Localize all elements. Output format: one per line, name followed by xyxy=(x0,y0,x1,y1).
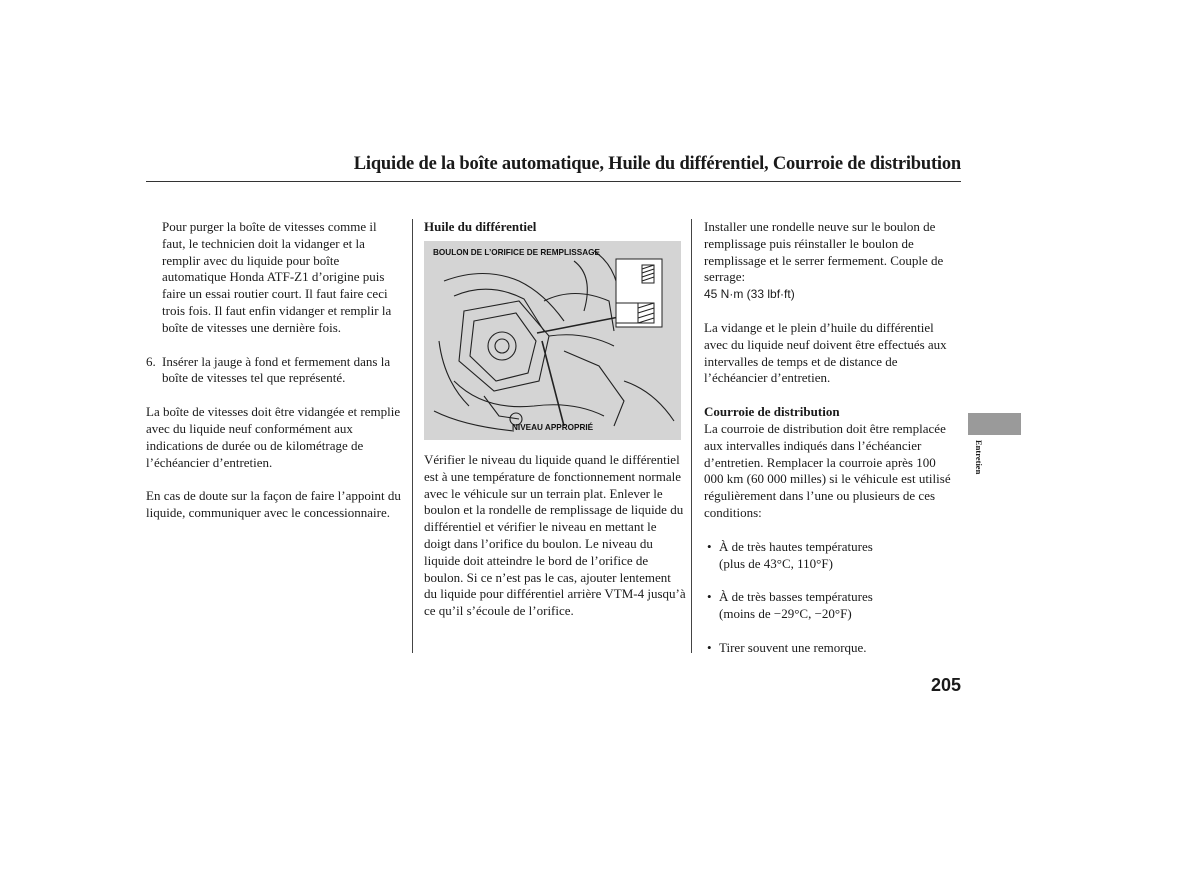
bullet-item xyxy=(704,640,958,657)
doubt-paragraph: En cas de doute sur la façon de faire l’appoint du liquide, communiquer avec le concessionnaire. xyxy=(146,488,401,521)
oil-change-paragraph: La vidange et le plein d’huile du différentiel avec du liquide neuf doivent être effectués aux intervalles de temps et de distance de l’échéancier d’entretien. xyxy=(704,319,947,386)
torque-value: 45 N·m (33 lbf·ft) xyxy=(704,287,795,302)
section-label: Entretien xyxy=(974,440,984,475)
column-middle-body xyxy=(424,452,686,620)
section-tab xyxy=(968,413,1021,435)
bullet-text: À de très basses températures (moins de −29°C, −20°F) xyxy=(719,589,873,622)
check-level-paragraph: Vérifier le niveau du liquide quand le différentiel est à une température de fonctionnement normale avec le véhicule sur un terrain plat. Enlever le boulon et la rondelle de remplissage de liquide du différentiel et vérifier le niveau en mettant le doigt dans l’orifice du boulon. Le niveau du liquide doit atteindre le bord de l’orifice de boulon. Si ce n’est pas le cas, ajouter lentement du liquide pour différentiel arrière VTM-4 jusqu’à ce qu’il s’écoule de l’orifice. xyxy=(424,452,686,619)
figure-label-bolt: BOULON DE L’ORIFICE DE REMPLISSAGE xyxy=(433,248,600,257)
page-title: Liquide de la boîte automatique, Huile du différentiel, Courroie de distribution xyxy=(353,154,961,174)
timing-belt-heading: Courroie de distribution xyxy=(704,404,840,420)
step-text: Insérer la jauge à fond et fermement dans la boîte de vitesses tel que représenté. xyxy=(162,353,391,386)
bullet-marker: • xyxy=(707,589,712,605)
bullet-item xyxy=(704,589,958,623)
differential-figure xyxy=(424,241,681,440)
bullet-text: Tirer souvent une remorque. xyxy=(719,639,867,655)
bullet-item xyxy=(704,539,958,573)
install-washer-paragraph: Installer une rondelle neuve sur le boulon de remplissage puis réinstaller le boulon de remplissage et le serrer fermement. Couple de serrage: xyxy=(704,219,944,285)
bullet-marker: • xyxy=(707,639,712,655)
purge-paragraph: Pour purger la boîte de vitesses comme il faut, le technicien doit la vidanger et la remplir avec du liquide pour boîte automatique Honda ATF-Z1 d’origine puis faire un essai routier court. Il faut faire ceci trois fois. Il faut enfin vidanger et remplir la boîte de vitesses une dernière fois. xyxy=(162,219,392,335)
step-number: 6. xyxy=(146,353,156,369)
step-6 xyxy=(146,354,402,388)
column-left xyxy=(146,219,402,522)
title-rule xyxy=(146,181,961,182)
bullet-marker: • xyxy=(707,538,712,554)
column-right xyxy=(704,219,958,657)
differential-heading: Huile du différentiel xyxy=(424,219,537,234)
column-middle xyxy=(424,219,686,236)
timing-belt-paragraph: La courroie de distribution doit être remplacée aux intervalles indiqués dans l’échéancier d’entretien. Remplacer la courroie après 100 000 km (60 000 milles) si le véhicule est utilisé régulièrement dans l’une ou plusieurs de ces conditions: xyxy=(704,420,951,520)
page-number: 205 xyxy=(930,675,961,695)
figure-label-level: NIVEAU APPROPRIÉ xyxy=(512,423,594,432)
column-divider-2 xyxy=(691,219,692,653)
inset-detail xyxy=(616,259,662,327)
drain-paragraph: La boîte de vitesses doit être vidangée et remplie avec du liquide neuf conformément aux indications de durée ou de kilométrage de l’échéancier d’entretien. xyxy=(146,404,401,470)
differential-diagram xyxy=(424,241,681,440)
bullet-text: À de très hautes températures (plus de 43°C, 110°F) xyxy=(719,538,873,571)
column-divider-1 xyxy=(412,219,413,653)
